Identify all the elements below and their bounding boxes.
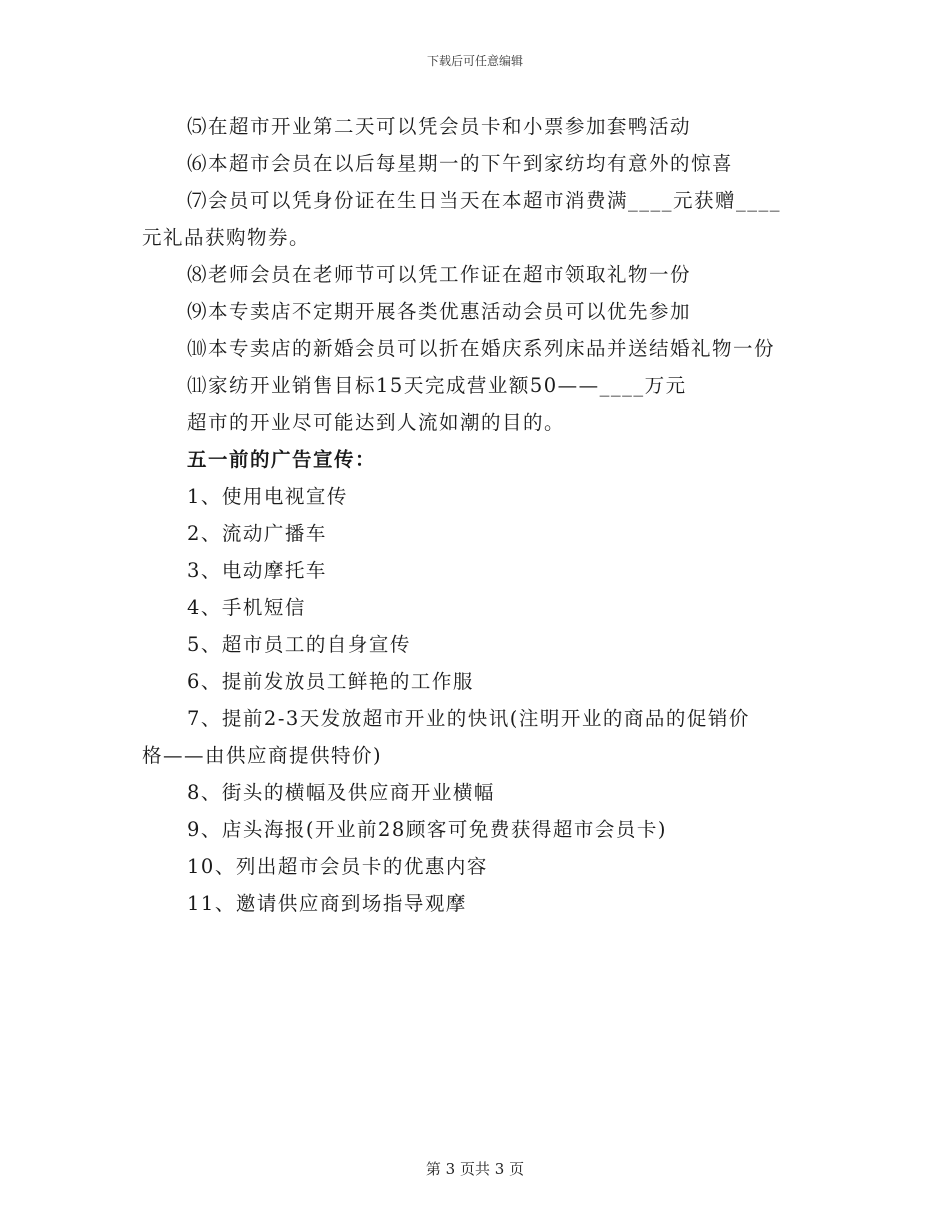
list-item: 1、使用电视宣传 <box>187 485 348 508</box>
page-header: 下载后可任意编辑 <box>426 54 523 68</box>
section-heading: 五一前的广告宣传： <box>187 448 377 471</box>
list-item: ⑻老师会员在老师节可以凭工作证在超市领取礼物一份 <box>187 263 692 286</box>
list-item: 3、电动摩托车 <box>187 559 327 582</box>
list-item-continuation: 元礼品获购物券。 <box>142 226 311 249</box>
list-item: ⑽本专卖店的新婚会员可以折在婚庆系列床品并送结婚礼物一份 <box>187 337 776 360</box>
list-item: ⑹本超市会员在以后每星期一的下午到家纺均有意外的惊喜 <box>187 152 734 175</box>
list-item: 6、提前发放员工鲜艳的工作服 <box>187 670 474 693</box>
list-item: ⑼本专卖店不定期开展各类优惠活动会员可以优先参加 <box>187 300 692 323</box>
paragraph: 超市的开业尽可能达到人流如潮的目的。 <box>187 411 566 434</box>
document-body <box>142 108 812 922</box>
list-item: 8、街头的横幅及供应商开业横幅 <box>187 781 495 804</box>
page-footer: 第 3 页共 3 页 <box>425 1160 525 1178</box>
list-item: ⑺会员可以凭身份证在生日当天在本超市消费满____元获赠____ <box>187 189 782 212</box>
list-item: 11、邀请供应商到场指导观摩 <box>187 892 467 915</box>
list-item: 10、列出超市会员卡的优惠内容 <box>187 855 488 878</box>
list-item: 2、流动广播车 <box>187 522 327 545</box>
list-item: 4、手机短信 <box>187 596 306 619</box>
list-item: ⑾家纺开业销售目标15天完成营业额50——____万元 <box>187 374 687 397</box>
list-item: 9、店头海报(开业前28顾客可免费获得超市会员卡) <box>187 818 667 841</box>
list-item: 5、超市员工的自身宣传 <box>187 633 411 656</box>
list-item: ⑸在超市开业第二天可以凭会员卡和小票参加套鸭活动 <box>187 115 692 138</box>
list-item: 7、提前2-3天发放超市开业的快讯(注明开业的商品的促销价 <box>187 707 750 730</box>
list-item-continuation: 格——由供应商提供特价) <box>142 744 383 767</box>
